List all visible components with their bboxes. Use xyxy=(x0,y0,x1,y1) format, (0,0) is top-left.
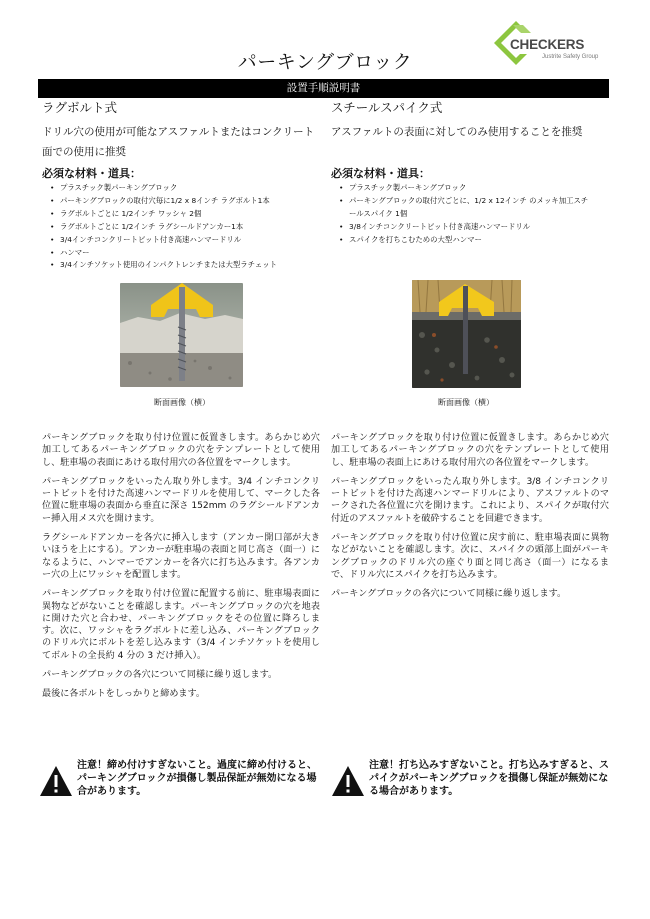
intro-line: アスファルトの表面に対してのみ使用することを推奨 xyxy=(331,126,583,138)
list-item: • ハンマー xyxy=(50,247,324,260)
steel-spike-intro xyxy=(331,122,613,162)
list-item: • プラスチック製パーキングブロック xyxy=(339,182,613,195)
lag-bolt-intro xyxy=(42,122,324,162)
steel-spike-cross-section-image xyxy=(412,280,521,388)
step-paragraph: パーキングブロックの各穴について同様に繰り返します。 xyxy=(331,589,567,600)
document-title: パーキングブロック xyxy=(237,51,413,73)
list-item: • プラスチック製パーキングブロック xyxy=(50,182,324,195)
step-paragraph: 最後に各ボルトをしっかりと締めます。 xyxy=(42,689,205,700)
steel-spike-heading: スチールスパイク式 xyxy=(331,100,443,115)
step-paragraph: ラグシールドアンカーを各穴に挿入します（アンカー開口部が大きいほうを上にする）。アンカーが駐車場の表面と同じ高さ（面一）になるように、ハンマーでアンカーを各穴に打ち込みます。各アンカー穴の上にワッシャを配置します。 xyxy=(42,533,320,580)
list-item: • ラグボルトごとに 1/2インチ ラグシールドアンカー1本 xyxy=(50,221,324,234)
list-item: • パーキングブロックの取付穴ごとに、1/2 x 12インチ のメッキ加工スチールスパイク 1個 xyxy=(339,195,589,221)
lag-bolt-heading: ラグボルト式 xyxy=(42,100,118,115)
step-paragraph: パーキングブロックを取り付け位置に戻す前に、駐車場表面に異物などがないことを確認します。次に、スパイクの頭部上面がパーキングブロックのドリル穴の座ぐり面と同じ高さ（面一）になるまで、ドリル穴にスパイクを打ち込みます。 xyxy=(331,533,609,580)
step-paragraph: パーキングブロックを取り付け位置に配置する前に、駐車場表面に異物などがないことを確認します。パーキングブロックの穴を地表に開けた穴と合わせ、パーキングブロックをその位置に降ろします。次に、ワッシャをラグボルトに差し込み、パーキングブロックのドリル穴にボルトを差し込みます（3/4 インチソケットを使用してボルトの全長約 4 分の 3 だけ挿入）。 xyxy=(42,589,320,661)
lag-bolt-steps xyxy=(42,432,320,708)
step-paragraph: パーキングブロックをいったん取り外します。3/4 インチコンクリートビットを付けた高速ハンマードリルを使用して、マークした各位置に駐車場の表面から垂直に深さ 152mm のラグシールドアンカー挿入用メス穴を開けます。 xyxy=(42,476,320,524)
step-paragraph: パーキングブロックをいったん取り外します。3/8 インチコンクリートビットを付けた高速ハンマードリルにより、アスファルトのマークされた各位置に穴を開けます。これにより、スパイクが取付穴付近のアスファルトを破砕することを回避できます。 xyxy=(331,476,609,524)
materials-title: 必須な材料・道具： xyxy=(331,167,430,180)
warning-triangle-icon xyxy=(39,765,73,797)
image-caption: 断面画像（横） xyxy=(154,398,210,407)
step-paragraph: パーキングブロックの各穴について同様に繰り返します。 xyxy=(42,670,278,681)
image-caption: 断面画像（横） xyxy=(438,398,494,407)
intro-line: ドリル穴の使用が可能なアスファルトまたはコンクリート xyxy=(42,126,315,138)
materials-list xyxy=(42,182,324,272)
steel-spike-section xyxy=(331,100,613,247)
list-item: • ラグボルトごとに 1/2インチ ワッシャ 2個 xyxy=(50,208,324,221)
section-banner: 設置手順説明書 xyxy=(38,79,609,98)
warning-text: 注意！打ち込みすぎないこと。打ち込みすぎると、スパイクがパーキングブロックを損傷し保証が無効になる場合があります。 xyxy=(369,760,609,797)
list-item: • スパイクを打ちこむための大型ハンマー xyxy=(339,234,613,247)
list-item: • パーキングブロックの取付穴毎に1/2 x 8インチ ラグボルト1本 xyxy=(50,195,324,208)
logo-brand-text: CHECKERS xyxy=(510,37,585,52)
checkers-logo xyxy=(493,20,618,68)
list-item: • 3/4インチコンクリートビット付き高速ハンマードリル xyxy=(50,234,324,247)
list-item: • 3/8インチコンクリートビット付き高速ハンマードリル xyxy=(339,221,613,234)
materials-list xyxy=(331,182,613,247)
lag-bolt-warning xyxy=(39,759,329,807)
step-paragraph: パーキングブロックを取り付け位置に仮置きします。あらかじめ穴加工してあるパーキングブロックの穴をテンプレートとして使用し、駐車場の表面上にあける取付用穴の各位置をマークします。 xyxy=(331,433,609,468)
lag-bolt-cross-section-image xyxy=(120,283,243,387)
step-paragraph: パーキングブロックを取り付け位置に仮置きします。あらかじめ穴加工してあるパーキングブロックの穴をテンプレートとして使用し、駐車場の表面にあける取付用穴の各位置をマークします。 xyxy=(42,433,320,468)
lag-bolt-section xyxy=(42,100,324,272)
intro-line: 面での使用に推奨 xyxy=(42,146,126,158)
steel-spike-warning xyxy=(331,759,621,807)
warning-text: 注意！締め付けすぎないこと。過度に締め付けると、パーキングブロックが損傷し製品保証が無効になる場合があります。 xyxy=(77,760,317,797)
logo-subtitle: Justrite Safety Group xyxy=(542,54,599,60)
list-item: • 3/4インチソケット使用のインパクトレンチまたは大型ラチェット xyxy=(50,259,324,272)
materials-title: 必須な材料・道具： xyxy=(42,167,141,180)
steel-spike-steps xyxy=(331,432,609,608)
warning-triangle-icon xyxy=(331,765,365,797)
